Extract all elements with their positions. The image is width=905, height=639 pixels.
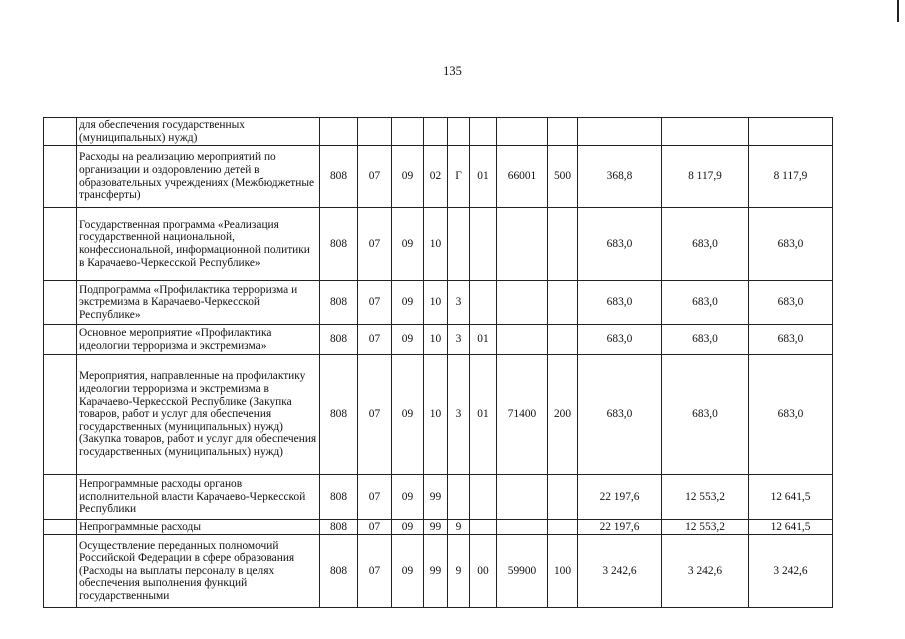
program-code: 02	[424, 146, 448, 208]
expense-type-code: 100	[548, 535, 578, 608]
program-code: 99	[424, 520, 448, 535]
ministry-code: 808	[320, 355, 358, 475]
amount-year-2: 3 242,6	[662, 535, 749, 608]
amount-year-3: 683,0	[749, 281, 833, 325]
amount-year-2: 12 553,2	[662, 520, 749, 535]
event-code: 01	[470, 325, 497, 355]
amount-year-1	[578, 118, 662, 146]
event-code	[470, 118, 497, 146]
table-body	[44, 118, 833, 608]
ministry-code: 808	[320, 281, 358, 325]
subprogram-code: 9	[448, 520, 470, 535]
subprogram-code	[448, 475, 470, 520]
subprogram-code: Г	[448, 146, 470, 208]
row-marker-cell	[44, 520, 77, 535]
table-row	[44, 355, 833, 475]
program-code: 10	[424, 355, 448, 475]
row-description: Непрограммные расходы	[77, 520, 320, 535]
amount-year-1: 683,0	[578, 281, 662, 325]
direction-code	[497, 325, 548, 355]
subprogram-code	[448, 208, 470, 281]
direction-code	[497, 475, 548, 520]
event-code: 00	[470, 535, 497, 608]
section-code: 07	[358, 325, 392, 355]
subprogram-code: 3	[448, 355, 470, 475]
row-description: Непрограммные расходы органов исполнительной власти Карачаево-Черкесской Республики	[77, 475, 320, 520]
section-code: 07	[358, 208, 392, 281]
row-description: Осуществление переданных полномочий Российской Федерации в сфере образования (Расходы на выплаты персоналу в целях обеспечения выполнения функций государственными	[77, 535, 320, 608]
event-code	[470, 281, 497, 325]
section-code: 07	[358, 355, 392, 475]
budget-table	[43, 117, 833, 608]
expense-type-code: 200	[548, 355, 578, 475]
row-marker-cell	[44, 118, 77, 146]
subprogram-code	[448, 118, 470, 146]
event-code	[470, 520, 497, 535]
row-description: Расходы на реализацию мероприятий по организации и оздоровлению детей в образовательных учреждениях (Межбюджетные трансферты)	[77, 146, 320, 208]
amount-year-3: 683,0	[749, 208, 833, 281]
amount-year-3: 683,0	[749, 325, 833, 355]
program-code	[424, 118, 448, 146]
table-row	[44, 281, 833, 325]
amount-year-1: 683,0	[578, 208, 662, 281]
amount-year-2	[662, 118, 749, 146]
expense-type-code	[548, 325, 578, 355]
ministry-code: 808	[320, 520, 358, 535]
row-description: Мероприятия, направленные на профилактику идеологии терроризма и экстремизма в Карачаево-Черкесской Республике (Закупка товаров, работ и услуг для обеспечения государственных (муниципальных) нужд) (Закупка товаров, работ и услуг для обеспечения государственных (муниципальных) нужд)	[77, 355, 320, 475]
table-row	[44, 208, 833, 281]
amount-year-3: 8 117,9	[749, 146, 833, 208]
subprogram-code: 3	[448, 325, 470, 355]
table-row	[44, 520, 833, 535]
table-row	[44, 118, 833, 146]
subsection-code: 09	[392, 355, 424, 475]
program-code: 10	[424, 281, 448, 325]
table-row	[44, 535, 833, 608]
ministry-code: 808	[320, 325, 358, 355]
table-row	[44, 475, 833, 520]
section-code: 07	[358, 281, 392, 325]
row-marker-cell	[44, 355, 77, 475]
ministry-code: 808	[320, 208, 358, 281]
direction-code	[497, 520, 548, 535]
amount-year-2: 12 553,2	[662, 475, 749, 520]
expense-type-code	[548, 520, 578, 535]
section-code: 07	[358, 146, 392, 208]
ministry-code: 808	[320, 146, 358, 208]
ministry-code	[320, 118, 358, 146]
subsection-code: 09	[392, 520, 424, 535]
subsection-code	[392, 118, 424, 146]
amount-year-1: 3 242,6	[578, 535, 662, 608]
amount-year-2: 8 117,9	[662, 146, 749, 208]
direction-code	[497, 208, 548, 281]
amount-year-3: 683,0	[749, 355, 833, 475]
amount-year-3	[749, 118, 833, 146]
program-code: 99	[424, 475, 448, 520]
direction-code: 71400	[497, 355, 548, 475]
expense-type-code	[548, 281, 578, 325]
subsection-code: 09	[392, 146, 424, 208]
direction-code: 66001	[497, 146, 548, 208]
amount-year-3: 3 242,6	[749, 535, 833, 608]
amount-year-1: 368,8	[578, 146, 662, 208]
event-code: 01	[470, 146, 497, 208]
section-code: 07	[358, 535, 392, 608]
event-code	[470, 208, 497, 281]
subsection-code: 09	[392, 208, 424, 281]
subprogram-code: 3	[448, 281, 470, 325]
amount-year-1: 22 197,6	[578, 475, 662, 520]
subprogram-code: 9	[448, 535, 470, 608]
page-number: 135	[443, 64, 462, 78]
program-code: 10	[424, 325, 448, 355]
row-marker-cell	[44, 325, 77, 355]
section-code: 07	[358, 475, 392, 520]
expense-type-code	[548, 208, 578, 281]
event-code: 01	[470, 355, 497, 475]
scan-edge-mark	[897, 0, 899, 22]
amount-year-1: 22 197,6	[578, 520, 662, 535]
expense-type-code: 500	[548, 146, 578, 208]
row-description: Основное мероприятие «Профилактика идеологии терроризма и экстремизма»	[77, 325, 320, 355]
row-marker-cell	[44, 535, 77, 608]
expense-type-code	[548, 118, 578, 146]
row-marker-cell	[44, 475, 77, 520]
amount-year-3: 12 641,5	[749, 520, 833, 535]
amount-year-3: 12 641,5	[749, 475, 833, 520]
row-marker-cell	[44, 208, 77, 281]
amount-year-2: 683,0	[662, 325, 749, 355]
ministry-code: 808	[320, 475, 358, 520]
section-code	[358, 118, 392, 146]
row-description: Подпрограмма «Профилактика терроризма и экстремизма в Карачаево-Черкесской Республике»	[77, 281, 320, 325]
row-marker-cell	[44, 281, 77, 325]
amount-year-2: 683,0	[662, 355, 749, 475]
ministry-code: 808	[320, 535, 358, 608]
subsection-code: 09	[392, 475, 424, 520]
event-code	[470, 475, 497, 520]
row-marker-cell	[44, 146, 77, 208]
program-code: 99	[424, 535, 448, 608]
subsection-code: 09	[392, 535, 424, 608]
amount-year-1: 683,0	[578, 355, 662, 475]
table-row	[44, 146, 833, 208]
subsection-code: 09	[392, 281, 424, 325]
row-description: Государственная программа «Реализация государственной национальной, конфессиональной, информационной политики в Карачаево-Черкесской Республике»	[77, 208, 320, 281]
row-description: для обеспечения государственных (муниципальных) нужд)	[77, 118, 320, 146]
amount-year-2: 683,0	[662, 281, 749, 325]
direction-code	[497, 118, 548, 146]
subsection-code: 09	[392, 325, 424, 355]
table-row	[44, 325, 833, 355]
amount-year-1: 683,0	[578, 325, 662, 355]
direction-code	[497, 281, 548, 325]
direction-code: 59900	[497, 535, 548, 608]
expense-type-code	[548, 475, 578, 520]
amount-year-2: 683,0	[662, 208, 749, 281]
section-code: 07	[358, 520, 392, 535]
program-code: 10	[424, 208, 448, 281]
